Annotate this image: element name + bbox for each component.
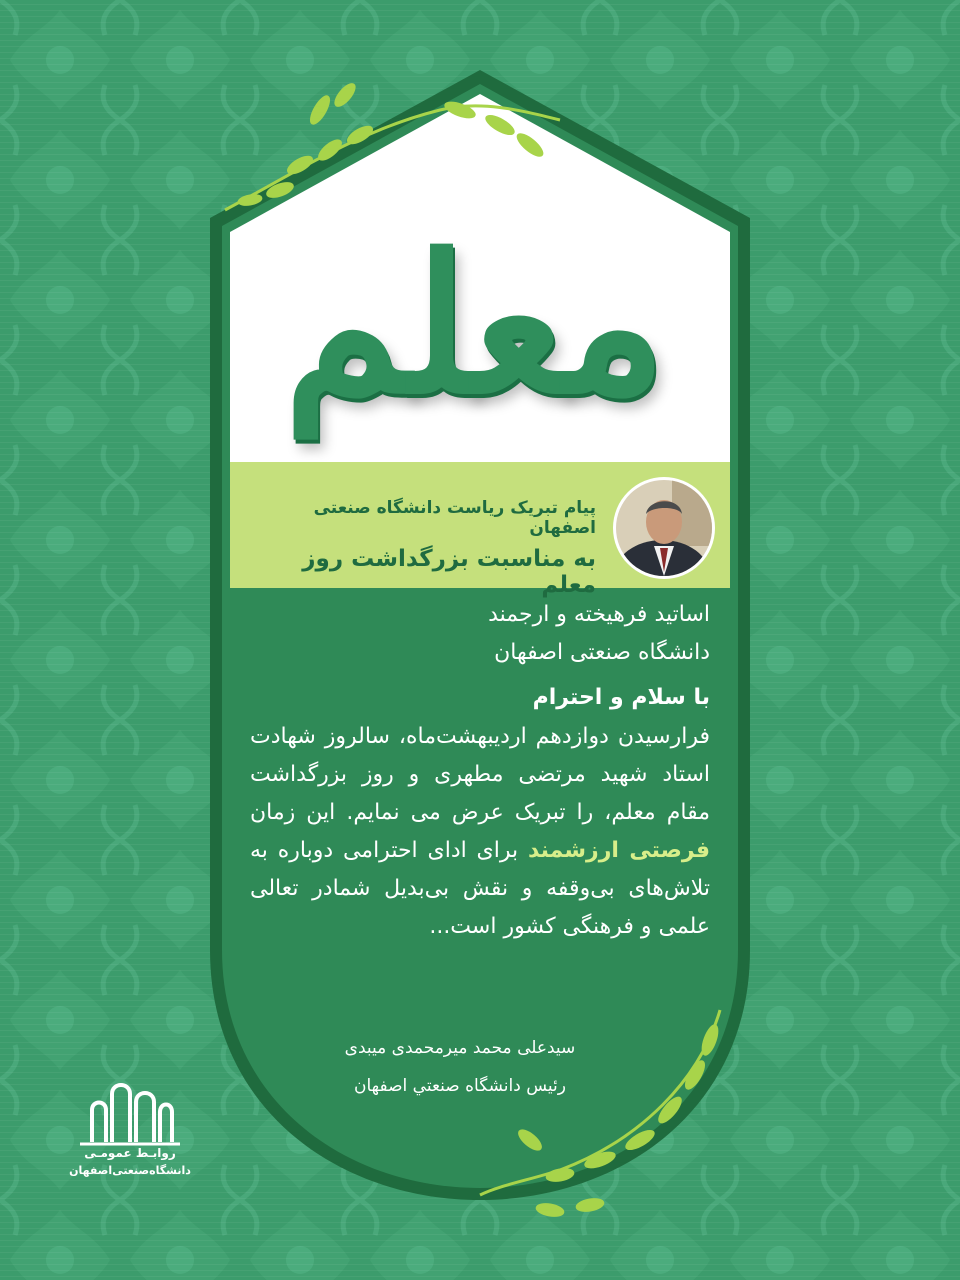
message-highlight: فرصتی ارزشمند [527,838,710,863]
greeting: با سلام و احترام [532,685,710,710]
logo-line-1: روابـط عمومـی [84,1146,176,1160]
salutation-line-2: دانشگاه صنعتی اصفهان [494,640,710,665]
banner [248,492,596,598]
salutation-line-1: اساتید فرهیخته و ارجمند [488,602,710,627]
message-body [250,596,710,946]
signature-role: رئیس دانشگاه صنعتي اصفهان [354,1076,566,1096]
signature-name: سیدعلی محمد میرمحمدی میبدی [344,1038,576,1058]
title-calligraphy [240,195,710,455]
message-paragraph [250,718,710,946]
message-part-2: برای ادای احترامی دوباره به تلاش‌های بی‌وقفه و نقش بی‌بدیل شمادر تعالی علمی و فرهنگی کشور است... [250,838,710,939]
banner-line-2: به مناسبت بزرگداشت روز معلم [302,546,596,598]
portrait-avatar [612,476,716,580]
banner-line-1: پیام تبریک ریاست دانشگاه صنعتی اصفهان [313,498,596,538]
logo-line-2: دانشگاه‌صنعتی‌اصفهان [69,1164,191,1177]
signature-block [290,1038,630,1096]
title-text: معلم [283,213,667,436]
message-part-1: فرارسیدن دوازدهم اردیبهشت‌ماه، سالروز شهادت استاد شهید مرتضی مطهری و روز بزرگداشت مقام معلم، را تبریک عرض می نمایم. این زمان [250,724,710,825]
